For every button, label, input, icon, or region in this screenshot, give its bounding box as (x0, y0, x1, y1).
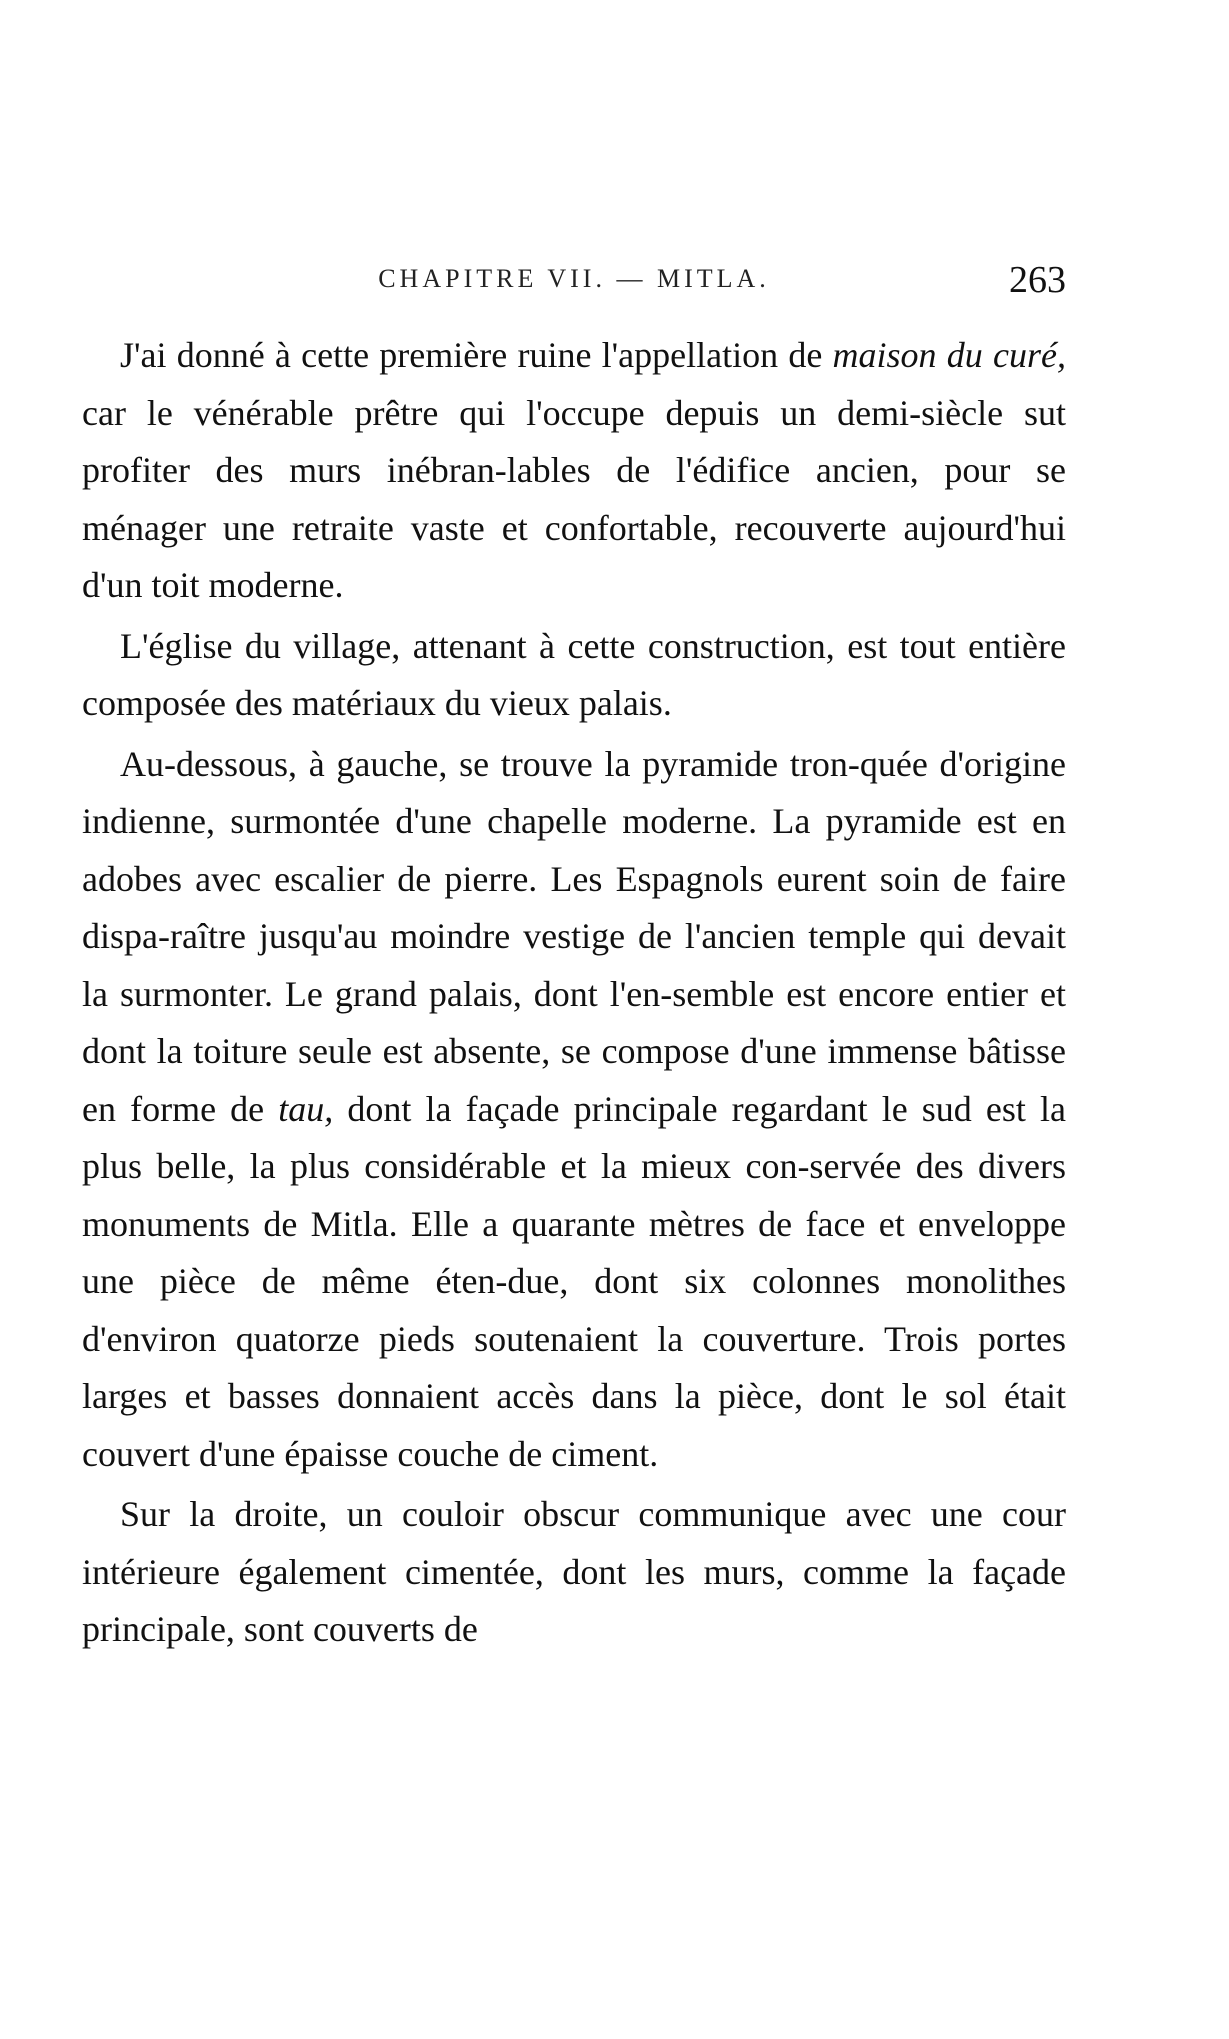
paragraph-2 (82, 618, 1066, 733)
paragraph-4 (82, 1486, 1066, 1659)
paragraph-3 (82, 736, 1066, 1484)
paragraph-2-text: L'église du village, attenant à cette construction, est tout entière composée des matériaux du vieux palais. (82, 625, 1066, 723)
page-number: 263 (1009, 259, 1066, 301)
paragraph-4-text: Sur la droite, un couloir obscur communique avec une cour intérieure également cimentée, dont les murs, comme la façade principale, sont couverts de (82, 1494, 1066, 1649)
running-head (82, 258, 1066, 302)
paragraph-1-italic-phrase: maison du curé, (832, 335, 1066, 375)
paragraph-3-text: Au-dessous, à gauche, se trouve la pyramide tron-quée d'origine indienne, surmontée d'une chapelle moderne. La pyramide est en adobes avec escalier de pierre. Les Espagnols eurent soin de faire dispa-raître jusqu'au moindre vestige de l'ancien temple qui devait la surmonter. Le grand palais, dont l'en-semble est encore entier et dont la toiture seule est absente, se compose d'une immense bâtisse en forme de (82, 743, 1066, 1129)
paragraph-1 (82, 327, 1066, 615)
body-text (82, 327, 1066, 1659)
paragraph-3-text-continued: dont la façade principale regardant le sud est la plus belle, la plus considérable et la mieux con-servée des divers monuments de Mitla. Elle a quarante mètres de face et enveloppe une pièce de même éten-due, dont six colonnes monolithes d'environ quatorze pieds soutenaient la couverture. Trois portes larges et basses donnaient accès dans la pièce, dont le sol était couvert d'une épaisse couche de ciment. (82, 1088, 1066, 1474)
paragraph-1-text: J'ai donné à cette première ruine l'appellation de (120, 335, 833, 375)
paragraph-3-italic-word: tau, (278, 1088, 334, 1129)
running-title: CHAPITRE VII. — MITLA. (378, 264, 770, 293)
paragraph-1-text-continued: car le vénérable prêtre qui l'occupe depuis un demi-siècle sut profiter des murs inébran-lables de l'édifice ancien, pour se ménager une retraite vaste et confortable, recouverte aujourd'hui d'un toit moderne. (82, 392, 1066, 605)
